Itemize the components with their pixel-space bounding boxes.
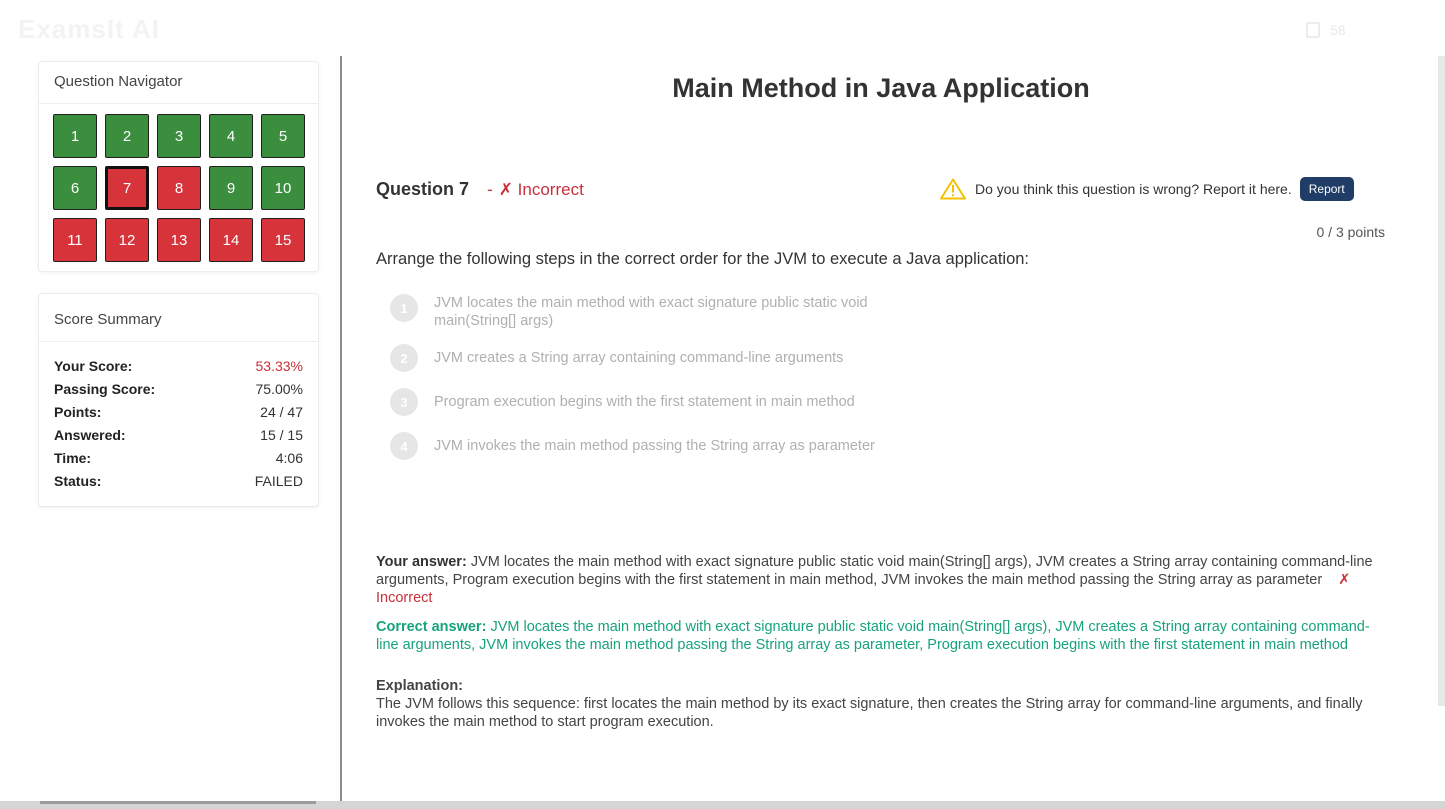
score-row-label: Status:	[54, 473, 102, 489]
explanation	[376, 677, 1388, 731]
question-nav-button-5[interactable]: 5	[261, 114, 305, 158]
score-row-label: Points:	[54, 404, 102, 420]
step-text: JVM locates the main method with exact signature public static void main(String[] args)	[434, 295, 868, 329]
question-nav-button-6[interactable]: 6	[53, 166, 97, 210]
step-number: 2	[390, 344, 418, 372]
brand-logo: ExamsIt AI	[18, 14, 160, 44]
step-number: 1	[390, 294, 418, 322]
token-count: 58	[1330, 22, 1346, 38]
score-row	[54, 450, 303, 473]
your-answer	[376, 553, 1388, 607]
question-nav-button-2[interactable]: 2	[105, 114, 149, 158]
main-content	[342, 56, 1445, 809]
your-answer-label: Your answer:	[376, 554, 467, 570]
question-nav-button-3[interactable]: 3	[157, 114, 201, 158]
navigator-grid	[53, 114, 305, 262]
question-separator: -	[487, 180, 493, 199]
page-title: Main Method in Java Application	[672, 73, 1090, 103]
question-nav-button-14[interactable]: 14	[209, 218, 253, 262]
ordering-step[interactable]	[390, 344, 934, 372]
explanation-label: Explanation:	[376, 678, 464, 694]
question-header	[376, 179, 584, 200]
score-row-value: FAILED	[254, 473, 303, 489]
report-area	[940, 177, 1354, 201]
ordering-step[interactable]	[390, 432, 934, 460]
top-bar	[0, 0, 1445, 56]
question-nav-button-9[interactable]: 9	[209, 166, 253, 210]
your-answer-text: JVM locates the main method with exact signature public static void main(String[] args), JVM creates a String array containing command-line arguments, Program execution begins with the first statement in main method, JVM invokes the main method passing the String array as parameter	[376, 554, 1373, 588]
question-status-badge: ✗ Incorrect	[498, 180, 584, 199]
step-text: JVM invokes the main method passing the String array as parameter	[434, 438, 875, 454]
report-prompt: Do you think this question is wrong? Report it here.	[975, 181, 1292, 197]
score-row-label: Passing Score:	[54, 381, 156, 397]
ordering-step[interactable]	[390, 388, 934, 416]
vertical-scrollbar[interactable]	[1438, 56, 1445, 706]
question-navigator	[38, 61, 319, 272]
horizontal-scrollbar[interactable]	[0, 801, 1445, 809]
step-text: Program execution begins with the first statement in main method	[434, 394, 855, 410]
report-button[interactable]: Report	[1300, 177, 1354, 201]
score-row-value: 24 / 47	[260, 404, 303, 420]
answer-review	[376, 553, 1388, 731]
question-nav-button-15[interactable]: 15	[261, 218, 305, 262]
ordering-step[interactable]	[390, 294, 934, 330]
correct-answer-label: Correct answer:	[376, 619, 487, 635]
step-text: JVM creates a String array containing command-line arguments	[434, 350, 844, 366]
score-row	[54, 358, 303, 381]
question-label: Question 7	[376, 179, 470, 199]
score-row	[54, 427, 303, 450]
score-row-value: 15 / 15	[260, 427, 303, 443]
explanation-text: The JVM follows this sequence: first locates the main method by its exact signature, then creates the String array for command-line arguments, and finally invokes the main method to start program execution.	[376, 696, 1363, 730]
question-nav-button-10[interactable]: 10	[261, 166, 305, 210]
score-row-label: Answered:	[54, 427, 126, 443]
step-number: 3	[390, 388, 418, 416]
score-summary-title: Score Summary	[39, 294, 318, 342]
token-icon	[1306, 22, 1320, 38]
warning-icon	[940, 178, 966, 200]
question-nav-button-11[interactable]: 11	[53, 218, 97, 262]
question-nav-button-13[interactable]: 13	[157, 218, 201, 262]
question-nav-button-1[interactable]: 1	[53, 114, 97, 158]
scrollbar-thumb[interactable]	[40, 801, 316, 804]
score-row	[54, 381, 303, 404]
score-row-value: 53.33%	[255, 358, 303, 374]
question-points: 0 / 3 points	[1316, 224, 1385, 240]
question-prompt: Arrange the following steps in the correct order for the JVM to execute a Java application:	[376, 250, 1030, 268]
correct-answer-text: JVM locates the main method with exact signature public static void main(String[] args), JVM creates a String array containing command-line arguments, JVM invokes the main method passing the String array as parameter, Program execution begins with the first statement in main method	[376, 619, 1370, 653]
score-row-label: Your Score:	[54, 358, 133, 374]
correct-answer	[376, 618, 1388, 654]
your-answer-status: ✗ Incorrect	[376, 572, 1351, 606]
score-row-label: Time:	[54, 450, 92, 466]
question-nav-button-8[interactable]: 8	[157, 166, 201, 210]
question-nav-button-12[interactable]: 12	[105, 218, 149, 262]
score-rows	[39, 342, 318, 496]
question-nav-button-4[interactable]: 4	[209, 114, 253, 158]
score-row	[54, 473, 303, 496]
score-row-value: 75.00%	[255, 381, 303, 397]
token-counter	[1306, 22, 1346, 38]
score-row-value: 4:06	[275, 450, 303, 466]
navigator-title: Question Navigator	[39, 62, 318, 104]
step-number: 4	[390, 432, 418, 460]
question-nav-button-7[interactable]: 7	[105, 166, 149, 210]
score-row	[54, 404, 303, 427]
score-summary	[38, 293, 319, 507]
